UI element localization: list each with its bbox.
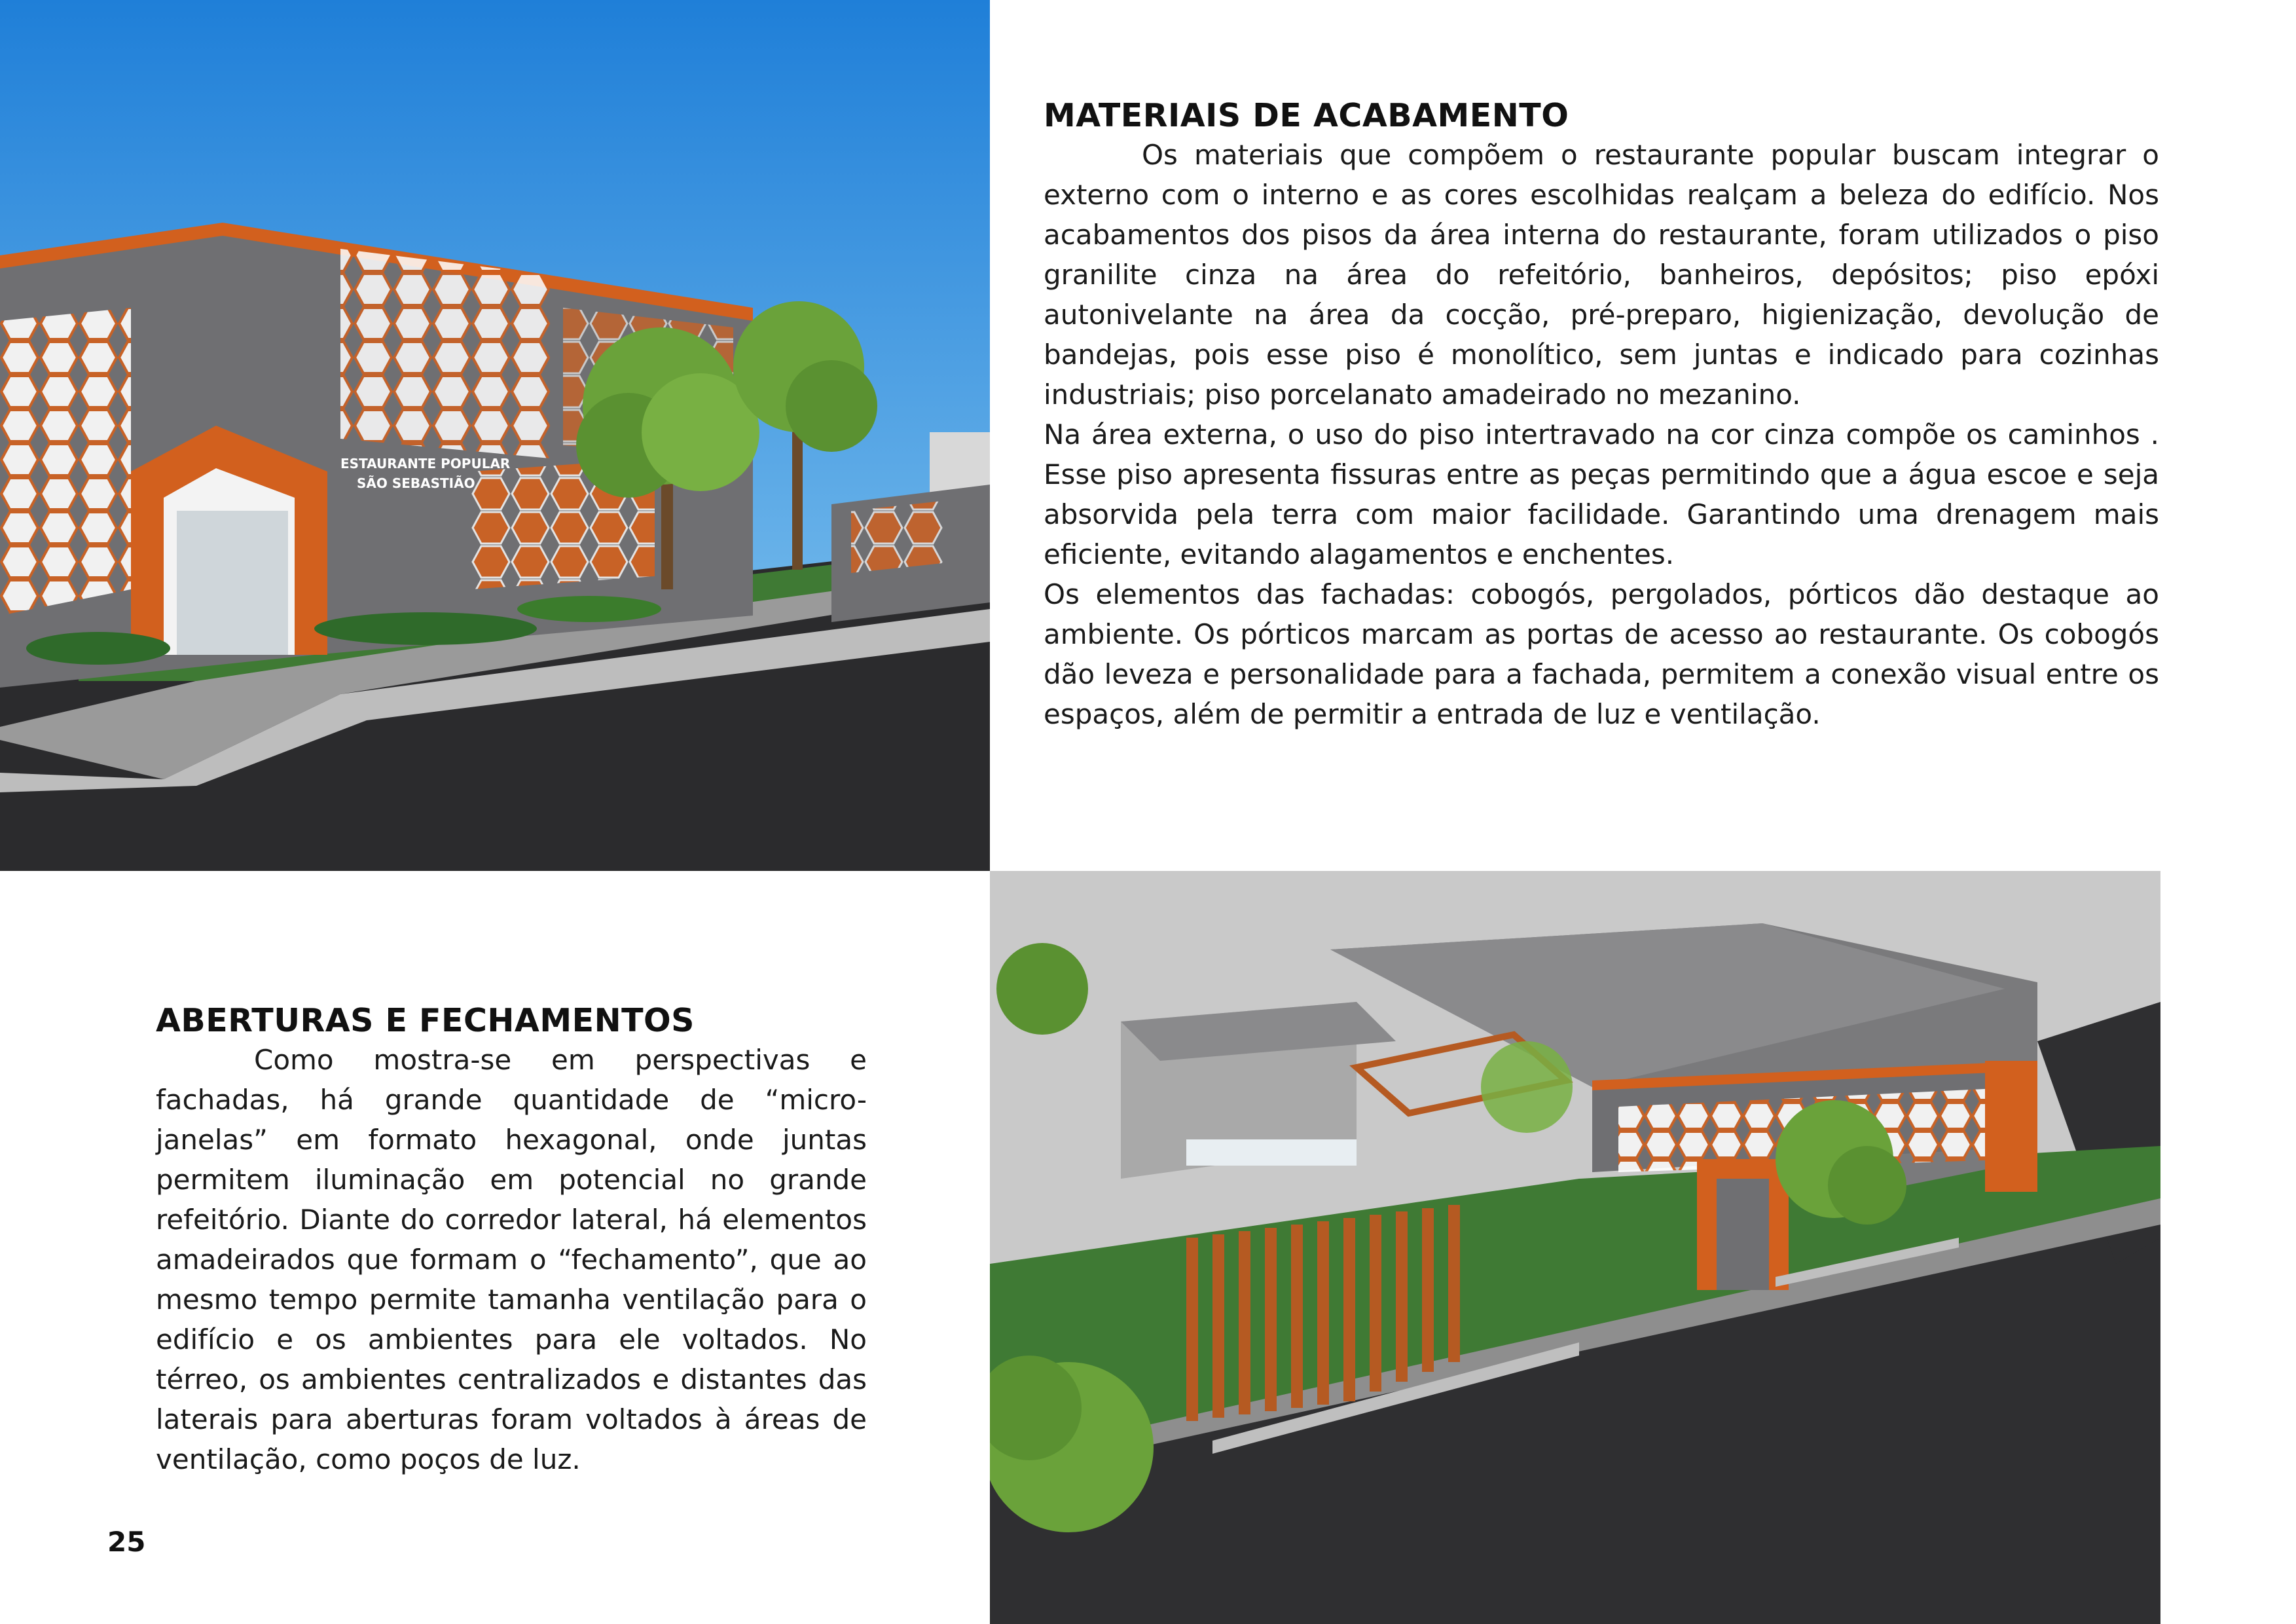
signage-line-1: ESTAURANTE POPULAR xyxy=(340,456,511,471)
materials-section xyxy=(1044,97,2159,734)
materials-heading: MATERIAIS DE ACABAMENTO xyxy=(1044,97,1569,134)
openings-heading: ABERTURAS E FECHAMENTOS xyxy=(156,1002,695,1039)
materials-paragraph-3: Os elementos das fachadas: cobogós, pergolados, pórticos dão destaque ao ambiente. Os pórticos marcam as portas de acesso ao restaurante. Os cobogós dão leveza e personalidade para a fachada, permitem a conexão visual entre os espaços, além de permitir a entrada de luz e ventilação. xyxy=(1044,578,2159,730)
materials-paragraph-1: Os materiais que compõem o restaurante popular buscam integrar o externo com o interno e as cores escolhidas realçam a beleza do edifício. Nos acabamentos dos pisos da área interna do restaurante, foram utilizados o piso granilite cinza na área do refeitório, banheiros, depósitos; piso epóxi autonivelante na área da cocção, pré-preparo, higienização, devolução de bandejas, pois esse piso é monolítico, sem juntas e indicado para cozinhas industriais; piso porcelanato amadeirado no mezanino. xyxy=(1044,139,2159,411)
page-number: 25 xyxy=(107,1526,146,1558)
aerial-render-image xyxy=(990,871,2160,1624)
facade-render-image xyxy=(0,0,990,871)
openings-section xyxy=(156,1002,867,1479)
signage-line-2: SÃO SEBASTIÃO xyxy=(357,475,475,491)
openings-paragraph-1: Como mostra-se em perspectivas e fachadas, há grande quantidade de “micro-janelas” em formato hexagonal, onde juntas permitem iluminação em potencial no grande refeitório. Diante do corredor lateral, há elementos amadeirados que formam o “fechamento”, que ao mesmo tempo permite tamanha ventilação para o edifício e os ambientes para ele voltados. No térreo, os ambientes centralizados e distantes das laterais para aberturas foram voltados à áreas de ventilação, como poços de luz. xyxy=(156,1044,867,1475)
materials-paragraph-2: Na área externa, o uso do piso intertravado na cor cinza compõe os caminhos . Esse piso apresenta fissuras entre as peças permitindo que a água escoe e seja absorvida pela terra com maior facilidade. Garantindo uma drenagem mais eficiente, evitando alagamentos e enchentes. xyxy=(1044,418,2159,570)
